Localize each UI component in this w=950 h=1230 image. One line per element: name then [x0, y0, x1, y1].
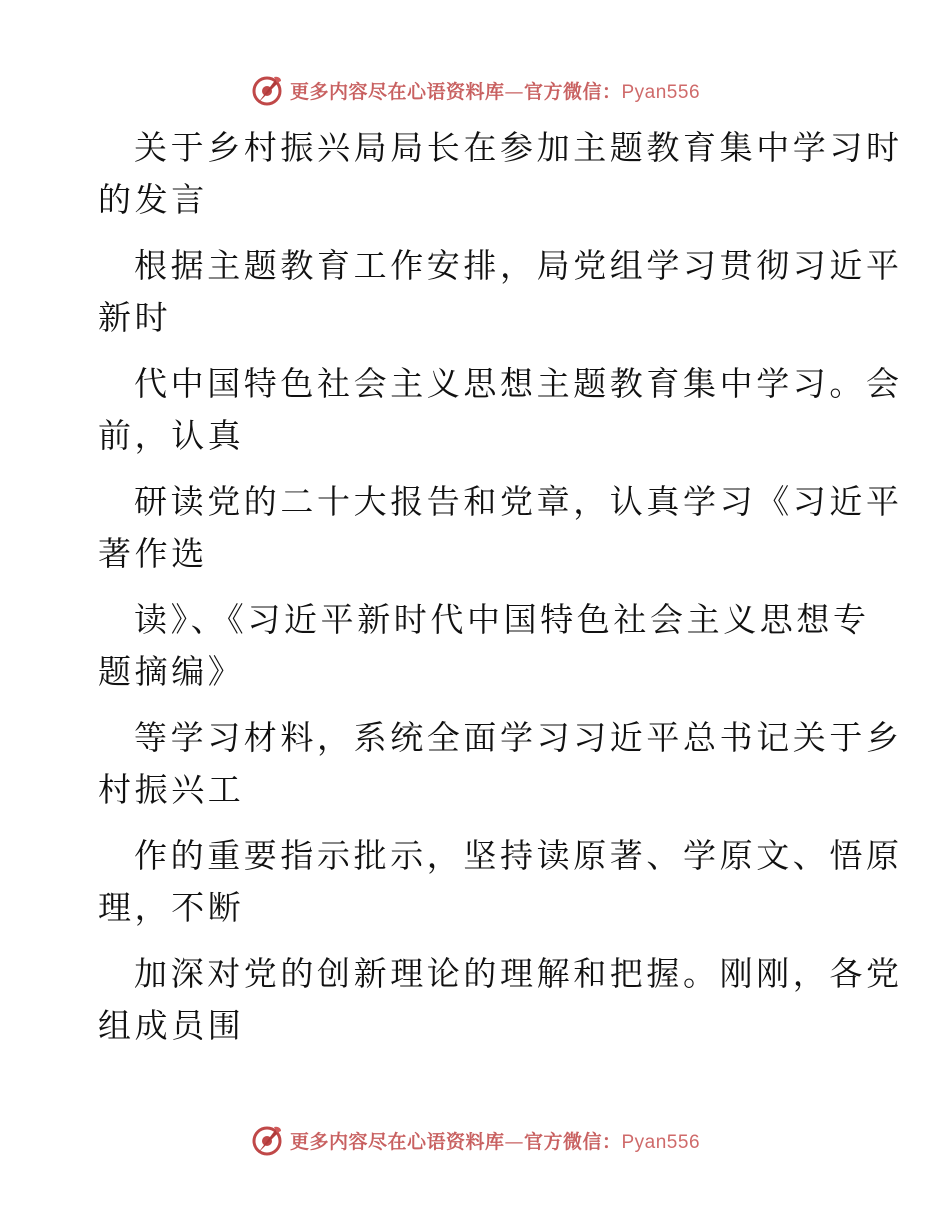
watermark-label: 官方微信：: [523, 1130, 622, 1153]
paragraph: [98, 594, 870, 698]
paragraph-line: 研读党的二十大报告和党章，认真学习《习近平: [134, 482, 903, 521]
watermark-id: Pyan556: [621, 81, 701, 103]
paragraph-line: 理，不断: [98, 888, 245, 927]
document-body: [98, 122, 903, 1066]
paragraph-title: [98, 122, 903, 226]
paragraph: [98, 712, 903, 816]
paragraph-line: 题摘编》: [98, 652, 245, 691]
paragraph: [98, 948, 903, 1052]
footer-watermark: [0, 1122, 950, 1158]
paragraph-line: 等学习材料，系统全面学习习近平总书记关于乡: [134, 718, 903, 757]
paragraph-line: 新时: [98, 298, 172, 337]
watermark-id: Pyan556: [621, 1131, 701, 1153]
paragraph-line: 作的重要指示批示，坚持读原著、学原文、悟原: [134, 836, 903, 875]
quill-logo-icon: [250, 1123, 284, 1157]
watermark-dash: —: [504, 1130, 524, 1153]
paragraph: [98, 240, 903, 344]
watermark-label: 官方微信：: [523, 80, 622, 103]
watermark-title: 更多内容尽在心语资料库: [289, 1130, 505, 1153]
paragraph: [98, 358, 903, 462]
paragraph-line: 加深对党的创新理论的理解和把握。刚刚，各党: [134, 954, 903, 993]
paragraph-line: 根据主题教育工作安排，局党组学习贯彻习近平: [134, 246, 903, 285]
paragraph-line: 关于乡村振兴局局长在参加主题教育集中学习时: [134, 128, 903, 167]
paragraph-line: 读》、《习近平新时代中国特色社会主义思想专: [134, 600, 870, 639]
paragraph-line: 代中国特色社会主义思想主题教育集中学习。会: [134, 364, 903, 403]
quill-logo-icon: [250, 73, 284, 107]
paragraph-line: 前，认真: [98, 416, 245, 455]
paragraph: [98, 830, 903, 934]
paragraph-line: 组成员围: [98, 1006, 245, 1045]
paragraph-line: 村振兴工: [98, 770, 245, 809]
header-watermark: [0, 72, 950, 108]
paragraph-line: 著作选: [98, 534, 208, 573]
paragraph: [98, 476, 903, 580]
watermark-dash: —: [504, 80, 524, 103]
watermark-title: 更多内容尽在心语资料库: [289, 80, 505, 103]
paragraph-line: 的发言: [98, 180, 208, 219]
